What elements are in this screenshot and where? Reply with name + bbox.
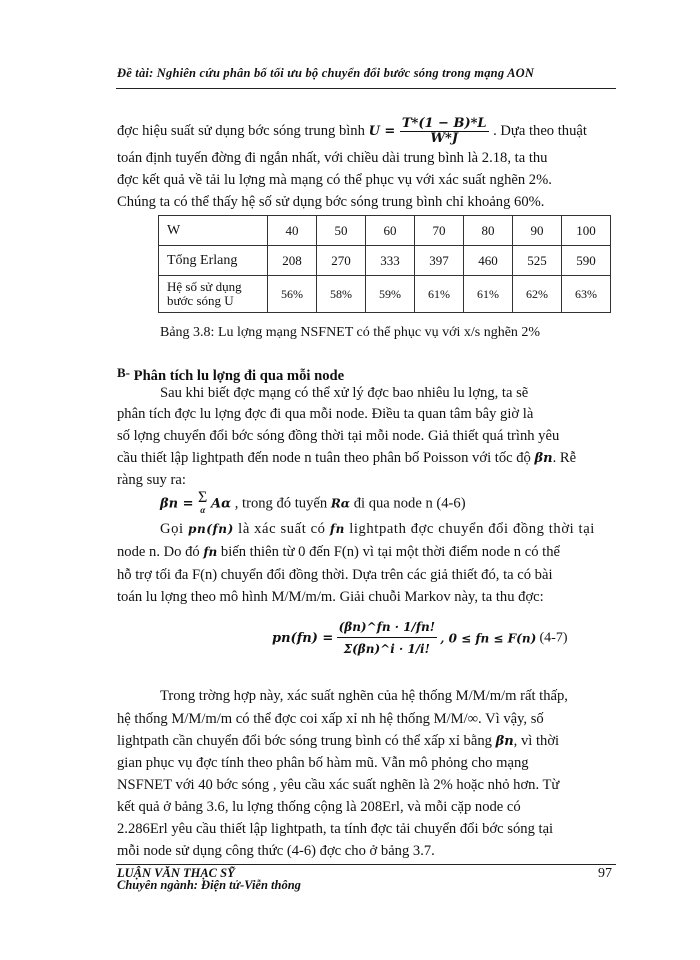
table-row bbox=[159, 276, 611, 313]
table-cell: 56% bbox=[268, 276, 317, 313]
table-cell: 61% bbox=[464, 276, 513, 313]
para2-line1: Sau khi biết đợc mạng có thể xử lý đợc bao nhiêu lu lợng, ta sẽ bbox=[160, 385, 529, 401]
para1-text: đợc hiệu suất sử dụng bớc sóng trung bình bbox=[117, 123, 365, 139]
para2-line2: phân tích đợc lu lợng đợc đi qua mỗi node. Điều ta quan tâm bây giờ là bbox=[117, 406, 534, 422]
page-header: Đề tài: Nghiên cứu phân bố tối ưu bộ chuyển đổi bước sóng trong mạng AON bbox=[117, 66, 535, 80]
para3-text-mid: là xác suất có bbox=[238, 521, 326, 537]
table-cell: 397 bbox=[415, 246, 464, 276]
para4-line1: Trong trờng hợp này, xác suất nghẽn của hệ thống M/M/m/m rất thấp, bbox=[160, 688, 568, 704]
section-marker: B- bbox=[117, 365, 130, 380]
footer-rule bbox=[116, 864, 616, 865]
para3-line2 bbox=[117, 541, 560, 564]
table-cell: 270 bbox=[317, 246, 366, 276]
page-number: 97 bbox=[598, 866, 612, 881]
table-row bbox=[159, 246, 611, 276]
label-line2: bước sóng U bbox=[167, 293, 234, 308]
route-symbol: Rα bbox=[330, 496, 351, 511]
eq2-label: (4-7) bbox=[539, 630, 568, 646]
fn-symbol: fn bbox=[329, 522, 345, 536]
eq2-den: Σ(βn)^i · 1/i! bbox=[343, 642, 430, 656]
table-cell: 100 bbox=[562, 216, 611, 246]
para1-line2: toán định tuyến đờng đi ngắn nhất, với chiều dài trung bình là 2.18, ta thu bbox=[117, 150, 548, 166]
equation-4-6 bbox=[160, 489, 466, 516]
eq2-lhs: pn(fn) = bbox=[272, 631, 334, 646]
table-cell: 60 bbox=[366, 216, 415, 246]
para4-line5: NSFNET với 40 bớc sóng , yêu cầu xác suất nghẽn là 2% hoặc nhỏ hơn. Từ bbox=[117, 777, 560, 793]
para1-line1 bbox=[117, 117, 587, 146]
para4-line4: gian phục vụ đợc tính theo phân bố hàm mũ. Vẫn mô phỏng cho mạng bbox=[117, 755, 529, 771]
formula-u-num: T*(1 − B)*L bbox=[401, 116, 487, 131]
formula-u bbox=[368, 116, 494, 146]
table-cell: 80 bbox=[464, 216, 513, 246]
table-cell: 333 bbox=[366, 246, 415, 276]
equation-4-7 bbox=[272, 617, 568, 660]
para4-line7: 2.286Erl yêu cầu thiết lập lightpath, ta tính đợc tải chuyển đổi bớc sóng tại bbox=[117, 821, 554, 837]
para4-text-post: , vì thời bbox=[513, 733, 560, 749]
eq2-condition: , 0 ≤ fn ≤ F(n) bbox=[440, 631, 537, 646]
para3-text-post: lightpath đợc chuyển đổi đồng thời tại bbox=[349, 521, 595, 537]
para2-line3: số lợng chuyển đổi bớc sóng đồng thời tại mỗi node. Giả thiết quá trình yêu bbox=[117, 428, 560, 444]
table-cell: 58% bbox=[317, 276, 366, 313]
footer-thesis: LUẬN VĂN THẠC SỸ bbox=[117, 866, 235, 880]
para4-line8: mỗi node sử dụng công thức (4-6) đợc cho ở bảng 3.7. bbox=[117, 843, 435, 859]
eq1-term: Aα bbox=[211, 496, 232, 512]
eq2-num: (βn)^fn · 1/fn! bbox=[337, 617, 437, 638]
footer-major: Chuyên ngành: Điện tử-Viễn thông bbox=[117, 878, 301, 892]
table-cell: 460 bbox=[464, 246, 513, 276]
para2-text: cầu thiết lập lightpath đến node n tuân theo phân bố Poisson với tốc độ bbox=[117, 450, 531, 466]
table-cell-label: W bbox=[159, 216, 268, 246]
sum-symbol: Σ bbox=[198, 489, 208, 506]
para3-line4: toán lu lợng theo mô hình M/M/m/m. Giải chuỗi Markov này, ta thu đợc: bbox=[117, 589, 544, 605]
para3-line3: hỗ trợ tối đa F(n) chuyển đổi đồng thời. Dựa trên các giả thiết đó, ta có bài bbox=[117, 567, 553, 583]
table-cell-label: Tổng Erlang bbox=[159, 246, 268, 276]
header-rule bbox=[116, 88, 616, 89]
table-cell: 40 bbox=[268, 216, 317, 246]
table-cell: 590 bbox=[562, 246, 611, 276]
formula-u-den: W*J bbox=[430, 131, 458, 146]
para2-line4 bbox=[117, 447, 576, 471]
table-cell: 50 bbox=[317, 216, 366, 246]
eq1-text: , trong đó tuyến bbox=[234, 495, 328, 512]
para4-line3 bbox=[117, 730, 559, 754]
para1-text-post: . Dựa theo thuật bbox=[493, 123, 587, 139]
fn-symbol: fn bbox=[203, 545, 218, 559]
section-title: Phân tích lu lợng đi qua mỗi node bbox=[133, 368, 345, 384]
eq1-text-post: đi qua node n (4-6) bbox=[353, 495, 466, 512]
table-row bbox=[159, 216, 611, 246]
sum-subscript: α bbox=[200, 505, 206, 515]
para2-text-post: . Rễ bbox=[552, 450, 577, 466]
para2-line5: ràng suy ra: bbox=[117, 472, 186, 488]
beta-n-symbol: βn bbox=[534, 451, 553, 466]
label-line1: Hệ số sử dụng bbox=[167, 279, 242, 294]
para4-line6: kết quả ở bảng 3.6, lu lợng thống cộng là 208Erl, và mỗi cặp node có bbox=[117, 799, 521, 815]
erlang-table bbox=[158, 215, 611, 313]
para1-line3: đợc kết quả về tải lu lợng mà mạng có thể phục vụ với xác suất nghẽn 2%. bbox=[117, 172, 552, 188]
table-cell: 61% bbox=[415, 276, 464, 313]
para4-text: lightpath cần chuyển đổi bớc sóng trung bình có thể xấp xỉ bằng bbox=[117, 733, 492, 749]
beta-n-symbol: βn bbox=[495, 734, 514, 749]
para3-text: Gọi bbox=[160, 521, 184, 537]
table-cell: 63% bbox=[562, 276, 611, 313]
table-cell: 70 bbox=[415, 216, 464, 246]
formula-u-lhs: U = bbox=[368, 124, 396, 139]
table-cell: 525 bbox=[513, 246, 562, 276]
para4-line2: hệ thống M/M/m/m có thể đợc coi xấp xỉ nh hệ thống M/M/∞. Vì vậy, số bbox=[117, 711, 544, 727]
para1-line4: Chúng ta có thể thấy hệ số sử dụng bớc sóng trung bình chỉ khoảng 60%. bbox=[117, 194, 545, 210]
para3-line1 bbox=[160, 518, 595, 541]
table-cell: 208 bbox=[268, 246, 317, 276]
para3-text-post: biến thiên từ 0 đến F(n) vì tại một thời điểm node n có thể bbox=[220, 544, 560, 560]
table-cell: 59% bbox=[366, 276, 415, 313]
para3-text: node n. Do đó bbox=[117, 544, 200, 560]
table-cell: 62% bbox=[513, 276, 562, 313]
eq2-fraction bbox=[337, 617, 437, 660]
pn-symbol: pn(fn) bbox=[187, 522, 234, 536]
table-cell: 90 bbox=[513, 216, 562, 246]
table-cell-label bbox=[159, 276, 268, 313]
eq1-lhs: βn = bbox=[160, 496, 199, 512]
table-caption: Bảng 3.8: Lu lợng mạng NSFNET có thể phục vụ với x/s nghẽn 2% bbox=[160, 325, 541, 340]
